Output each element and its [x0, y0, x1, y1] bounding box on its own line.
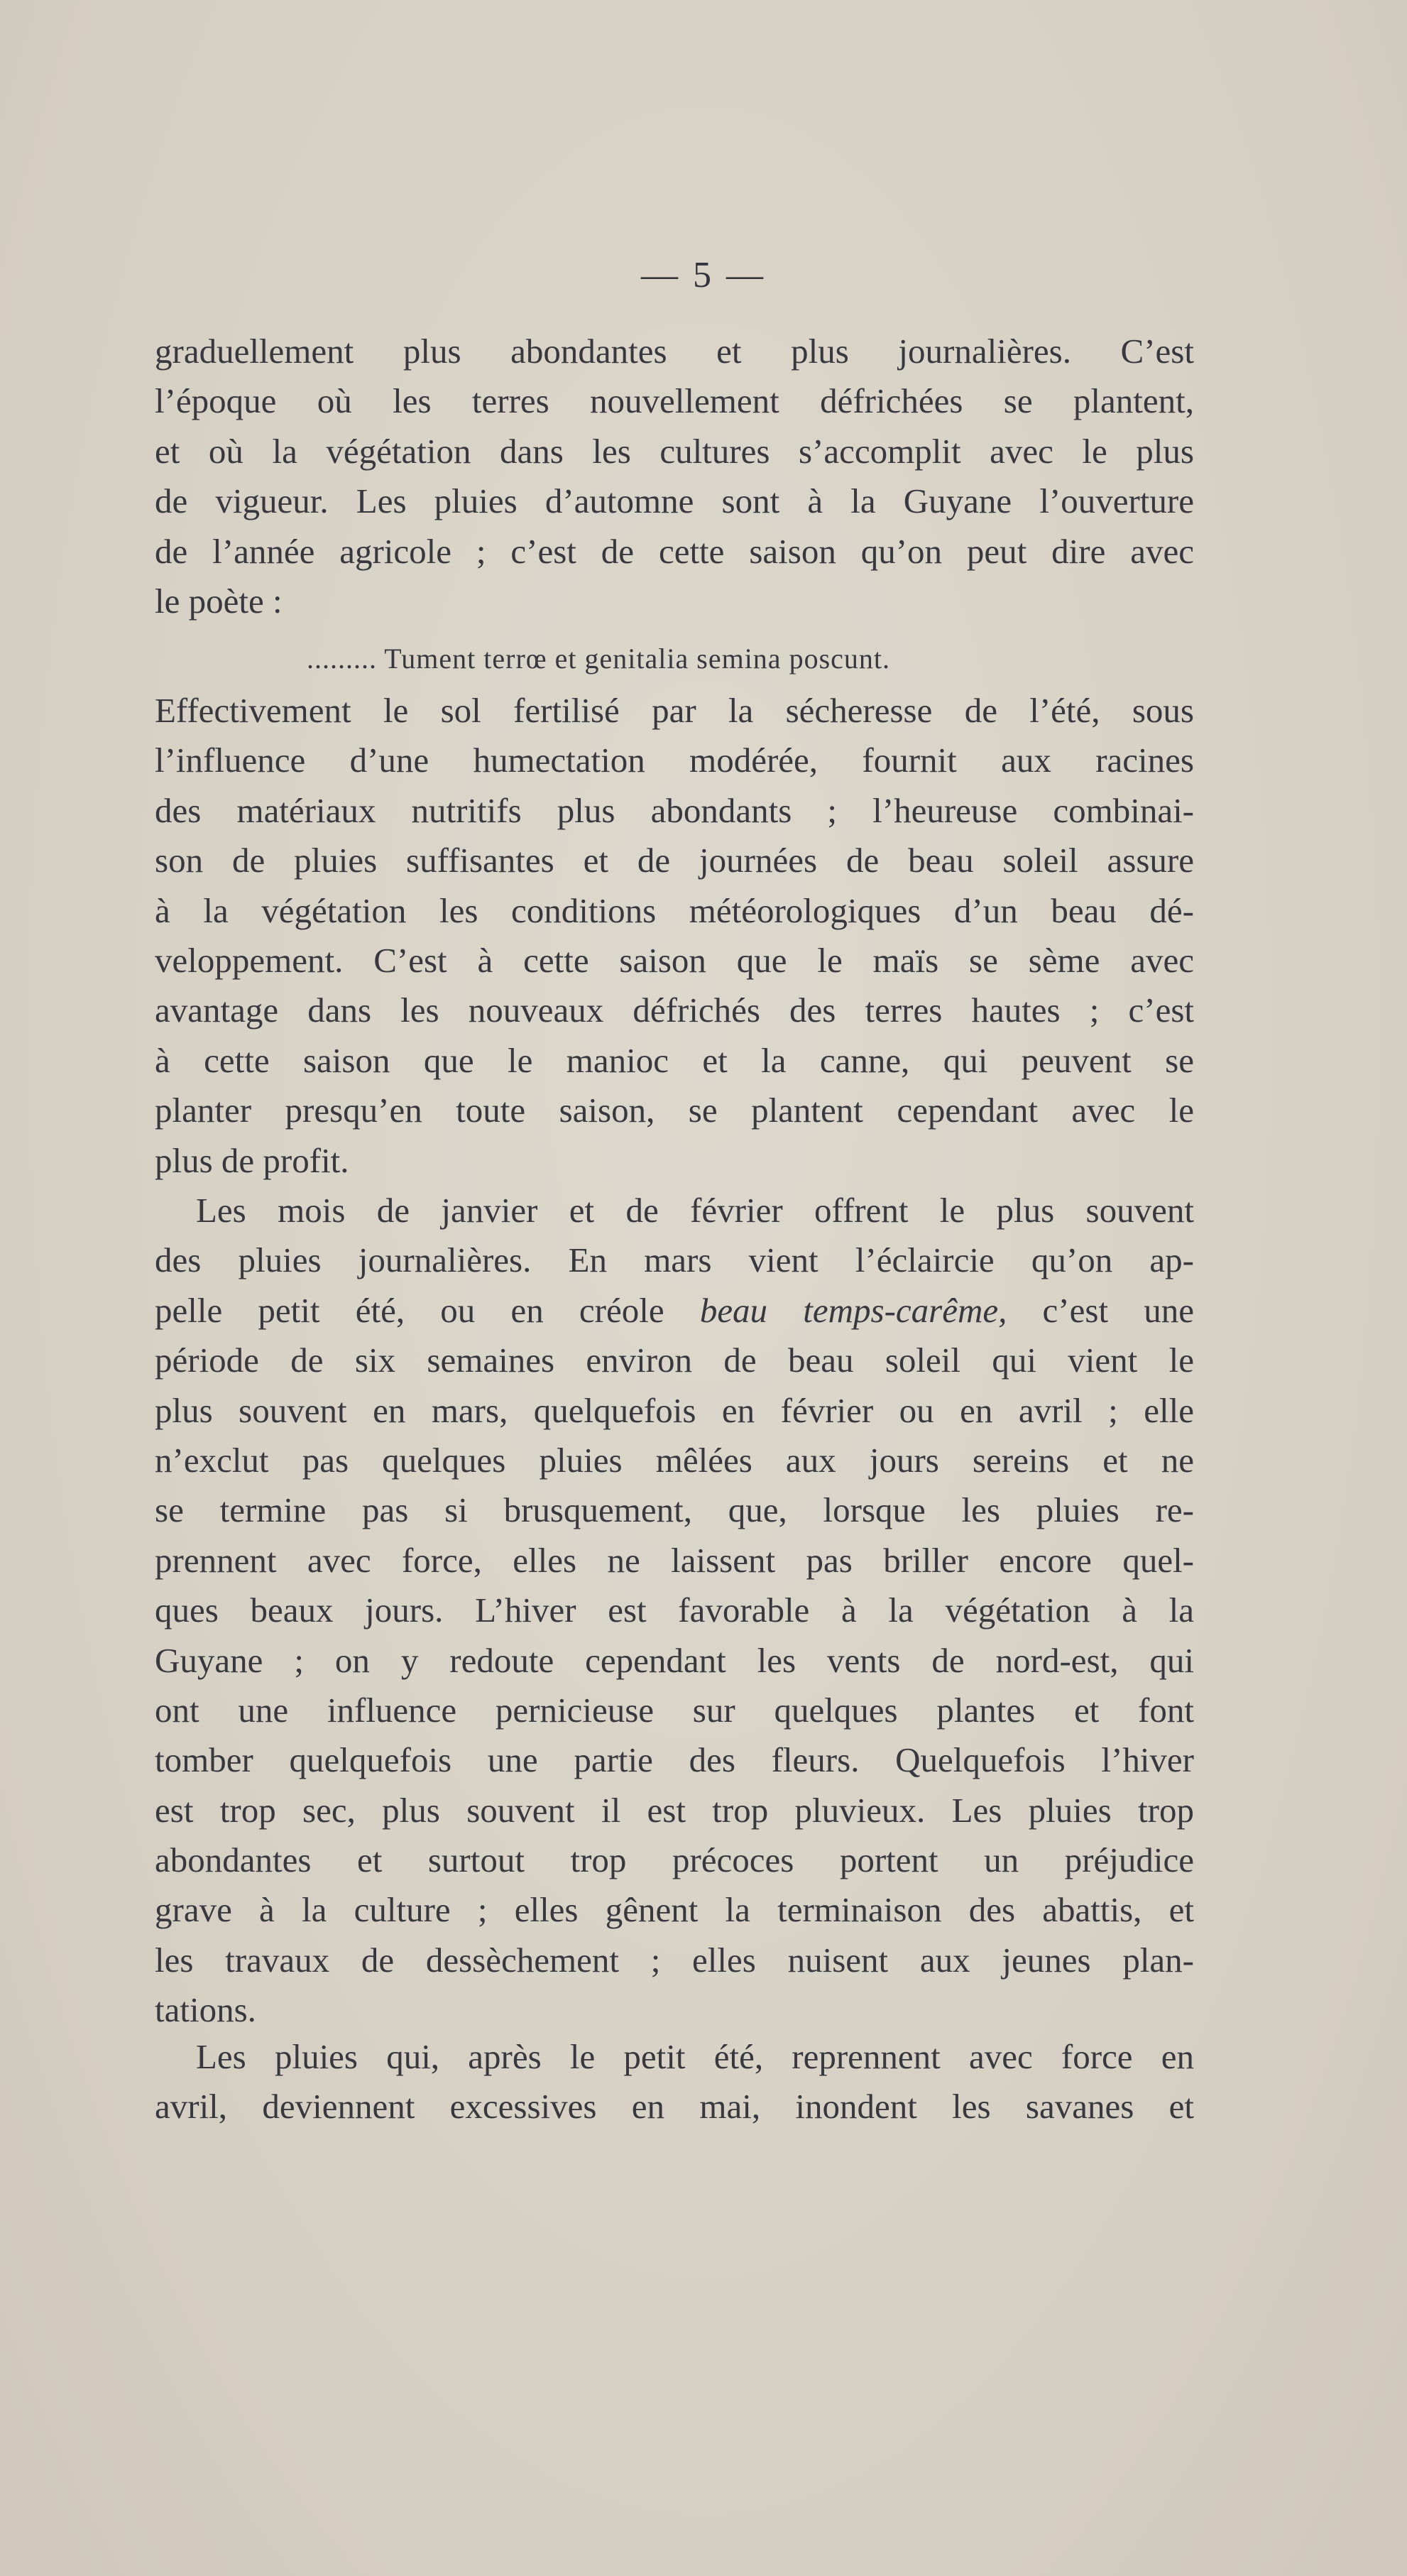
text-segment: pelle petit été, ou en créole — [155, 1290, 700, 1330]
text-line: des matériaux nutritifs plus abondants ; l’heureuse combinai- — [155, 790, 1194, 830]
text-line: planter presqu’en toute saison, se plantent cependant avec le — [155, 1091, 1194, 1130]
text-line: veloppement. C’est à cette saison que le maïs se sème avec — [155, 940, 1194, 980]
text-line: période de six semaines environ de beau soleil qui vient le — [155, 1341, 1194, 1380]
text-line: ont une influence pernicieuse sur quelques plantes et font — [155, 1690, 1194, 1730]
body-text-paragraph-1 — [155, 686, 1194, 1186]
text-line: Guyane ; on y redoute cependant les vents de nord-est, qui — [155, 1640, 1194, 1680]
text-line: à cette saison que le manioc et la canne, qui peuvent se — [155, 1040, 1194, 1080]
text-line: plus souvent en mars, quelquefois en février ou en avril ; elle — [155, 1390, 1194, 1430]
text-segment: c’est une — [1007, 1290, 1195, 1330]
text-line: avril, deviennent excessives en mai, inondent les savanes et — [155, 2087, 1194, 2127]
text-line: Les mois de janvier et de février offrent le plus souvent — [196, 1191, 1194, 1230]
text-line: des pluies journalières. En mars vient l’éclaircie qu’on ap- — [155, 1240, 1194, 1280]
text-line: se termine pas si brusquement, que, lorsque les pluies re- — [155, 1490, 1194, 1530]
text-line: et où la végétation dans les cultures s’accomplit avec le plus — [155, 431, 1194, 471]
text-line: le poète : — [155, 581, 283, 621]
italic-term: beau temps-carême, — [699, 1290, 1007, 1330]
text-line: de l’année agricole ; c’est de cette saison qu’on peut dire avec — [155, 531, 1194, 571]
body-text-paragraph-2 — [155, 1186, 1194, 2036]
text-line: plus de profit. — [155, 1140, 349, 1180]
body-text-top — [155, 327, 1194, 626]
verse-line: ......... Tument terrœ et genitalia semina poscunt. — [307, 643, 890, 675]
text-line: est trop sec, plus souvent il est trop pluvieux. Les pluies trop — [155, 1790, 1194, 1830]
text-line-with-italic — [155, 1286, 1194, 1336]
verse-quotation — [155, 634, 1194, 684]
text-line: les travaux de dessèchement ; elles nuisent aux jeunes plan- — [155, 1940, 1194, 1980]
body-text-paragraph-3 — [155, 2032, 1194, 2132]
text-line: prennent avec force, elles ne laissent pas briller encore quel- — [155, 1540, 1194, 1580]
text-line: tomber quelquefois une partie des fleurs. Quelquefois l’hiver — [155, 1740, 1194, 1780]
text-line: de vigueur. Les pluies d’automne sont à la Guyane l’ouverture — [155, 481, 1194, 521]
text-line: grave à la culture ; elles gênent la terminaison des abattis, et — [155, 1890, 1194, 1930]
text-line: Les pluies qui, après le petit été, reprennent avec force en — [196, 2037, 1194, 2076]
text-line: n’exclut pas quelques pluies mêlées aux jours sereins et ne — [155, 1440, 1194, 1480]
text-line: tations. — [155, 1990, 256, 2030]
text-line: son de pluies suffisantes et de journées de beau soleil assure — [155, 841, 1194, 880]
text-line: graduellement plus abondantes et plus journalières. C’est — [155, 332, 1194, 371]
text-line: abondantes et surtout trop précoces portent un préjudice — [155, 1840, 1194, 1880]
text-line: l’influence d’une humectation modérée, fournit aux racines — [155, 741, 1194, 780]
text-line: l’époque où les terres nouvellement défrichées se plantent, — [155, 381, 1194, 421]
text-line: Effectivement le sol fertilisé par la sécheresse de l’été, sous — [155, 691, 1194, 730]
text-line: avantage dans les nouveaux défrichés des terres hautes ; c’est — [155, 990, 1194, 1030]
text-line: à la végétation les conditions météorologiques d’un beau dé- — [155, 890, 1194, 930]
page-number: — 5 — — [641, 255, 766, 295]
text-line: ques beaux jours. L’hiver est favorable à la végétation à la — [155, 1590, 1194, 1630]
